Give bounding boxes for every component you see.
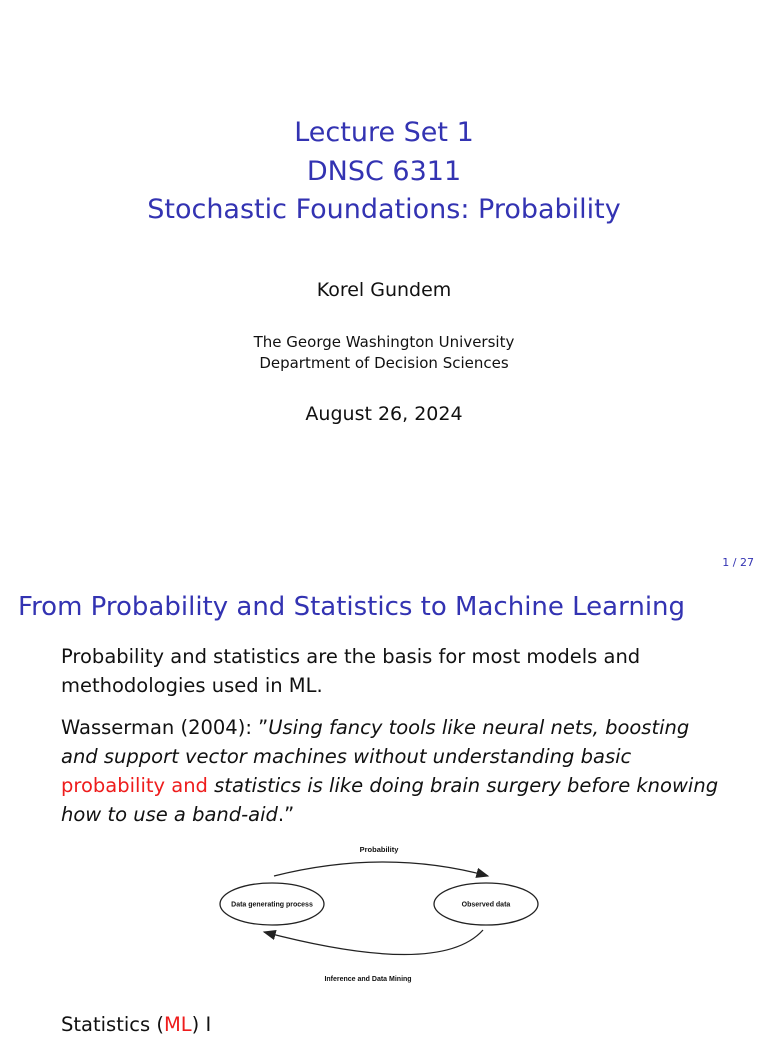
author-name: Korel Gundem [316, 279, 452, 301]
quote-line-2: and support vector machines without understanding basic [61, 745, 632, 768]
data-generating-process-label: Data generating process [231, 901, 313, 909]
cutoff-after: ) I [191, 1013, 212, 1036]
quote-line-4: how to use a band-aid [61, 803, 278, 826]
course-code: DNSC 6311 [306, 156, 462, 187]
intro-paragraph [61, 642, 741, 700]
intro-line-2: methodologies used in ML. [61, 674, 323, 697]
cutoff-before: Statistics ( [61, 1013, 164, 1036]
quote-line-3: statistics is like doing brain surgery before knowing [207, 774, 719, 797]
probability-label: Probability [359, 845, 399, 854]
lecture-title: Lecture Set 1 [294, 117, 474, 148]
lecture-date: August 26, 2024 [305, 403, 463, 425]
institution-university: The George Washington University [253, 333, 515, 351]
quote-lead: Wasserman (2004): ” [61, 716, 269, 739]
quote-highlight: probability and [61, 774, 208, 797]
probability-inference-diagram [200, 838, 550, 988]
probability-arrow [274, 862, 488, 876]
slide-title: From Probability and Statistics to Machine Learning [18, 592, 686, 622]
inference-label: Inference and Data Mining [324, 976, 412, 983]
institution-department: Department of Decision Sciences [259, 354, 509, 372]
cutoff-ml: ML [163, 1013, 192, 1036]
observed-data-label: Observed data [461, 901, 511, 909]
course-title: Stochastic Foundations: Probability [147, 194, 621, 225]
page-number: 1 / 27 [722, 556, 754, 569]
quote-end: .” [277, 803, 295, 826]
inference-arrow [264, 930, 483, 955]
wasserman-quote [61, 713, 741, 829]
cutoff-line [61, 1010, 211, 1039]
quote-line-1: Using fancy tools like neural nets, boosting [268, 716, 690, 739]
intro-line-1: Probability and statistics are the basis for most models and [61, 645, 641, 668]
